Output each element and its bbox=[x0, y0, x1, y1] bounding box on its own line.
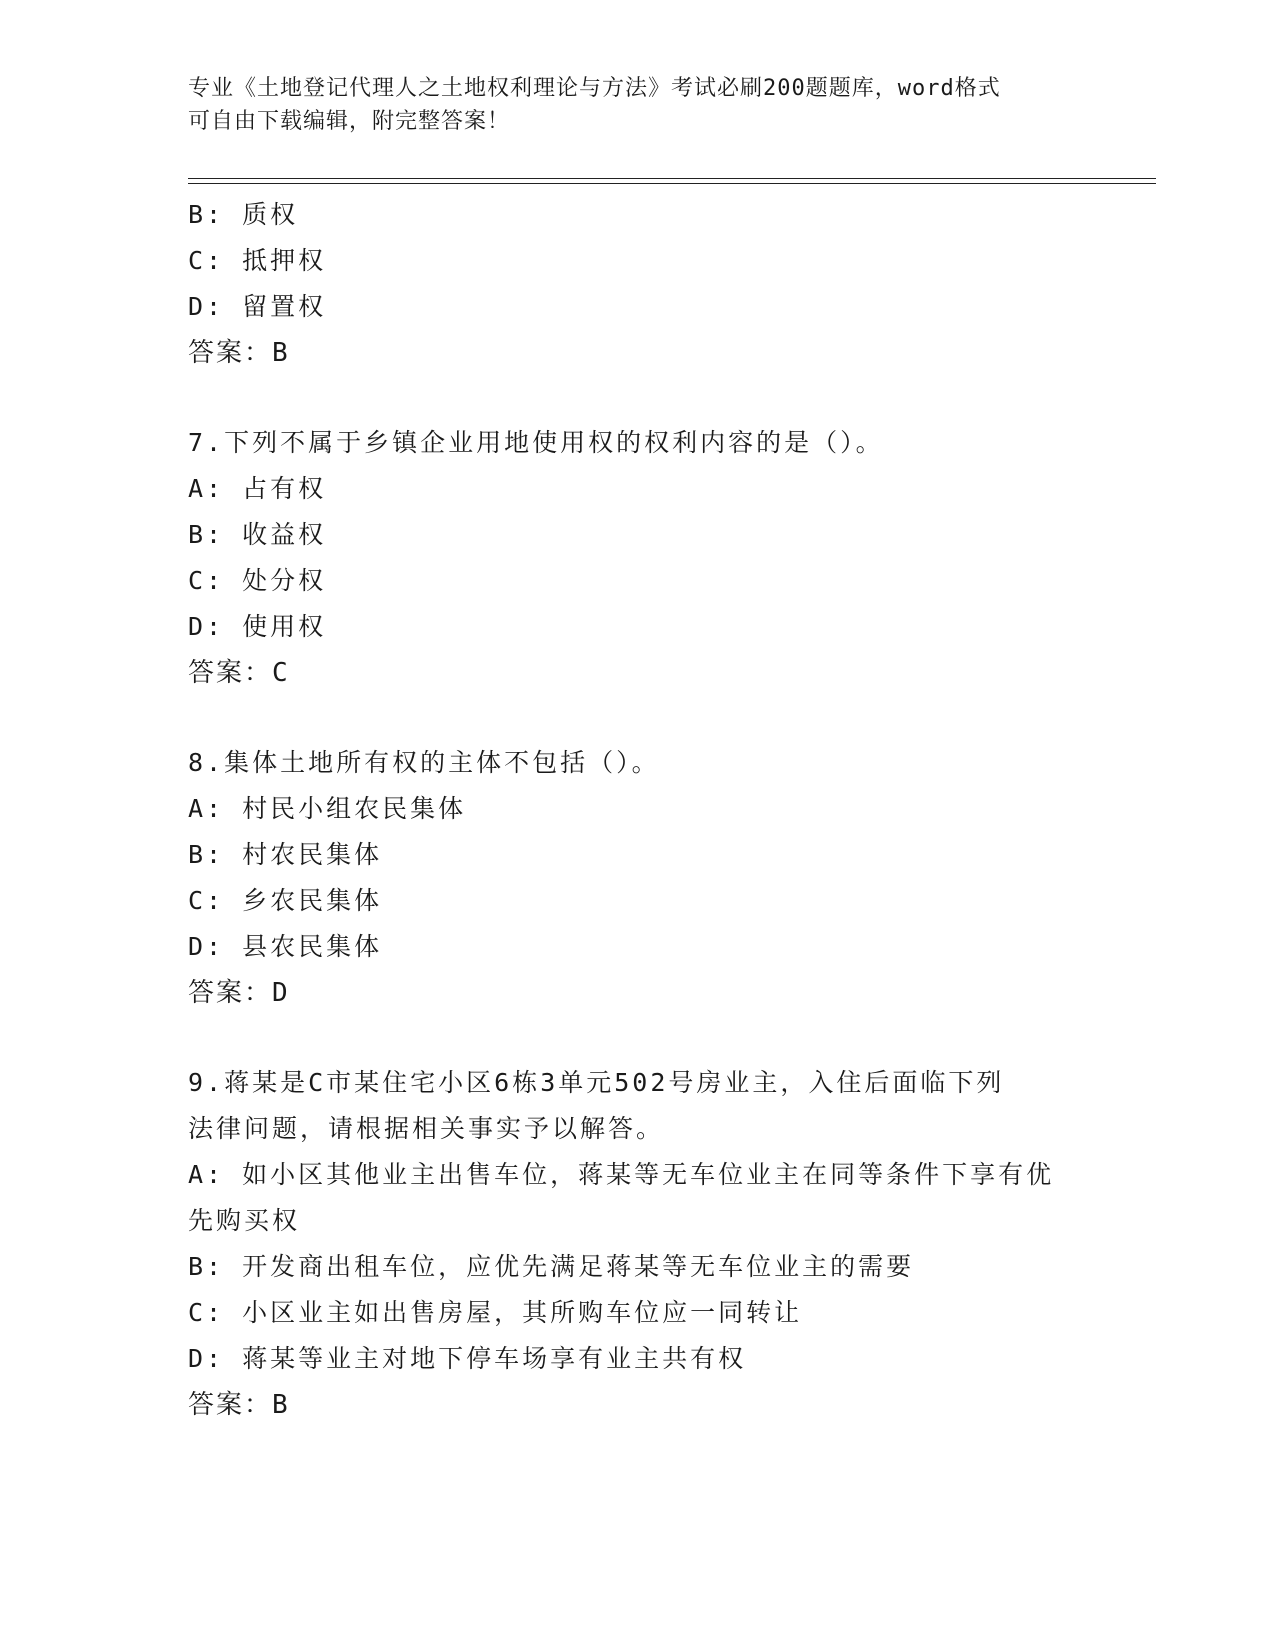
option-a-line-2: 先购买权 bbox=[188, 1206, 301, 1235]
question-stem-line-2: 法律问题，请根据相关事实予以解答。 bbox=[188, 1114, 665, 1143]
question-content bbox=[188, 192, 1088, 1428]
question-8 bbox=[188, 740, 1088, 1016]
option-d: D: 留置权 bbox=[188, 292, 327, 321]
answer: 答案：B bbox=[188, 338, 290, 368]
header-rule-bottom bbox=[188, 183, 1156, 184]
option-c: C: 抵押权 bbox=[188, 246, 327, 275]
option-a: A: 村民小组农民集体 bbox=[188, 794, 467, 823]
option-d: D: 县农民集体 bbox=[188, 932, 383, 961]
option-a-line-1: A: 如小区其他业主出售车位，蒋某等无车位业主在同等条件下享有优 bbox=[188, 1160, 1055, 1189]
option-b: B: 质权 bbox=[188, 200, 299, 229]
continued-question bbox=[188, 192, 1088, 376]
option-a: A: 占有权 bbox=[188, 474, 327, 503]
header-rule-top bbox=[188, 178, 1156, 179]
question-9 bbox=[188, 1060, 1088, 1428]
option-b: B: 村农民集体 bbox=[188, 840, 383, 869]
option-c: C: 乡农民集体 bbox=[188, 886, 383, 915]
option-c: C: 处分权 bbox=[188, 566, 327, 595]
option-d: D: 蒋某等业主对地下停车场享有业主共有权 bbox=[188, 1344, 747, 1373]
option-d: D: 使用权 bbox=[188, 612, 327, 641]
header-title-line-1: 专业《土地登记代理人之土地权利理论与方法》考试必刷200题题库，word格式 bbox=[188, 76, 1001, 101]
question-stem-line-1: 9.蒋某是C市某住宅小区6栋3单元502号房业主，入住后面临下列 bbox=[188, 1068, 1005, 1097]
question-7 bbox=[188, 420, 1088, 696]
answer: 答案：C bbox=[188, 658, 290, 688]
option-c: C: 小区业主如出售房屋，其所购车位应一同转让 bbox=[188, 1298, 803, 1327]
document-header bbox=[188, 72, 1088, 138]
option-b: B: 收益权 bbox=[188, 520, 327, 549]
header-title-line-2: 可自由下载编辑，附完整答案！ bbox=[188, 109, 511, 134]
option-b: B: 开发商出租车位，应优先满足蒋某等无车位业主的需要 bbox=[188, 1252, 915, 1281]
question-stem: 7.下列不属于乡镇企业用地使用权的权利内容的是（）。 bbox=[188, 428, 884, 457]
question-stem: 8.集体土地所有权的主体不包括（）。 bbox=[188, 748, 660, 777]
answer: 答案：D bbox=[188, 978, 290, 1008]
answer: 答案：B bbox=[188, 1390, 290, 1420]
